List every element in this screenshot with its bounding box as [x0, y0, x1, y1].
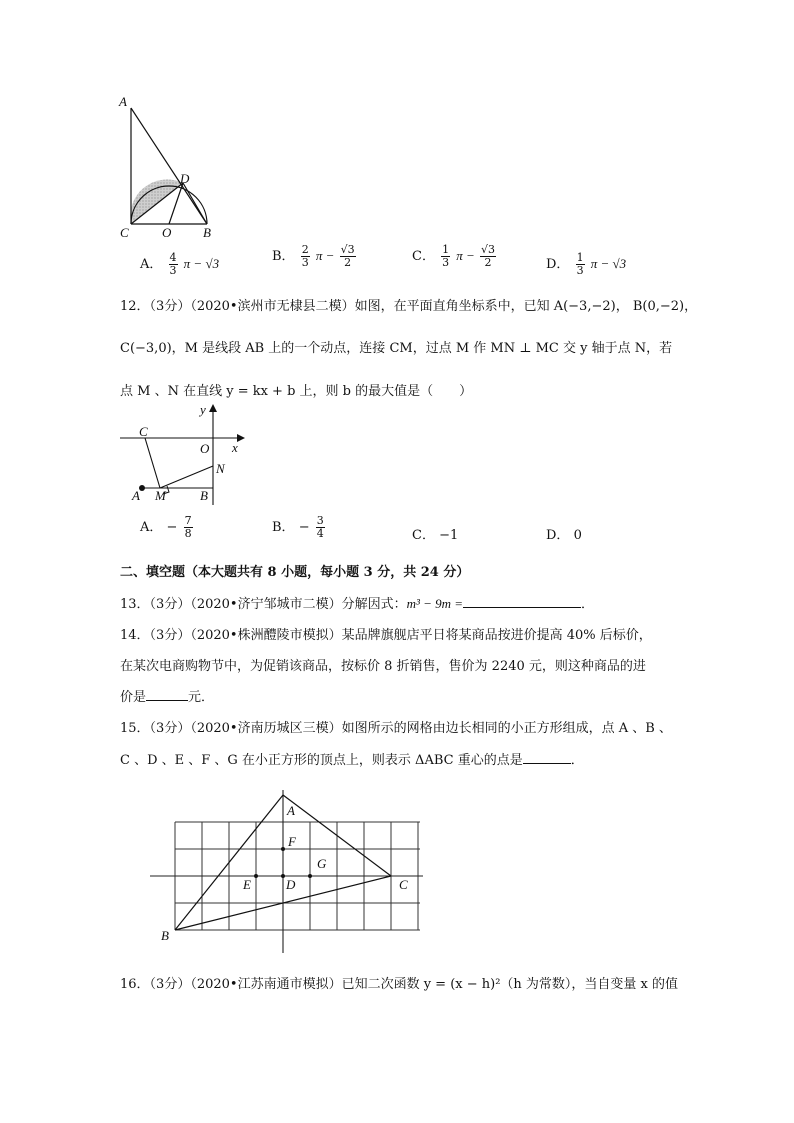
- q15-text-b: ．: [570, 753, 584, 768]
- option-sign: −: [166, 520, 178, 535]
- q12-line-3: 点 M 、N 在直线 y = kx + b 上，则 b 的最大值是（ ）: [120, 384, 473, 399]
- fraction: $\frac{2}{3}$: [301, 243, 309, 269]
- option-text: 0: [573, 528, 582, 543]
- q11-option-c[interactable]: [412, 244, 498, 269]
- q11-option-b[interactable]: [272, 244, 358, 269]
- section-2-title: 二、填空题（本大题共有 8 小题，每小题 3 分，共 24 分）: [120, 565, 470, 580]
- fig15-label-c: C: [399, 877, 408, 892]
- option-mid: π −: [456, 248, 479, 263]
- q15-grid-figure: [145, 775, 430, 955]
- fig12-label-x: x: [232, 440, 238, 455]
- fig12-label-y: y: [200, 402, 206, 417]
- fig12-label-n: N: [216, 461, 225, 476]
- q12-line-2: C(−3,0)，M 是线段 AB 上的一个动点，连接 CM，过点 M 作 MN ⊥ MC 交 y 轴于点 N，若: [120, 341, 673, 356]
- fig15-label-b: B: [161, 928, 169, 943]
- q15-line-1: 15．（3分）（2020•济南历城区三模）如图所示的网格由边长相同的小正方形组成，点 A 、B 、: [120, 721, 672, 736]
- option-text: −1: [439, 528, 459, 543]
- fraction: $\frac{4}{3}$: [169, 251, 177, 277]
- q15-line-2: [120, 749, 584, 768]
- fig11-label-d: D: [180, 171, 190, 186]
- option-letter: D．: [546, 528, 570, 543]
- option-letter: A．: [140, 520, 163, 535]
- q14-line-1: 14．（3分）（2020•株洲醴陵市模拟）某品牌旗舰店平日将某商品按进价提高 40% 后标价，: [120, 628, 652, 643]
- q11-figure: [112, 92, 222, 242]
- q14-line-3: [120, 686, 214, 705]
- fig11-label-o: O: [162, 225, 172, 240]
- option-letter: D．: [546, 257, 570, 272]
- q14-answer-blank[interactable]: [146, 690, 188, 701]
- q12-option-d[interactable]: [546, 524, 582, 543]
- option-tail: π − √3: [590, 256, 627, 271]
- q15-text-a: C 、D 、E 、F 、G 在小正方形的顶点上，则表示 ΔABC 重心的点是: [120, 753, 523, 768]
- fig11-label-a: A: [119, 94, 127, 109]
- q13-expr: m³ − 9m =: [406, 596, 464, 611]
- fig11-label-b: B: [203, 225, 211, 240]
- fraction: $\frac{7}{8}$: [184, 514, 192, 540]
- fraction: $\frac{√3}{2}$: [340, 243, 355, 269]
- q16-line-1: 16．（3分）（2020•江苏南通市模拟）已知二次函数 y = (x − h)²（h 为常数），当自变量 x 的值: [120, 977, 679, 992]
- q15-answer-blank[interactable]: [523, 753, 571, 764]
- option-sign: −: [298, 520, 310, 535]
- option-letter: A．: [140, 257, 163, 272]
- q14-line-2: 在某次电商购物节中，为促销该商品，按标价 8 折销售，售价为 2240 元，则这种商品的进: [120, 659, 646, 674]
- q12-line-1: 12．（3分）（2020•滨州市无棣县二模）如图，在平面直角坐标系中，已知 A(−3,−2)， B(0,−2)，: [120, 299, 698, 314]
- fig15-label-a: A: [287, 803, 295, 818]
- fig12-label-o: O: [200, 441, 210, 456]
- fig15-label-g: G: [317, 856, 327, 871]
- option-letter: B．: [272, 520, 295, 535]
- q14-text-b: 元．: [188, 690, 215, 705]
- fig15-label-e: E: [243, 877, 251, 892]
- fig11-label-c: C: [120, 225, 129, 240]
- fraction: $\frac{1}{3}$: [576, 251, 584, 277]
- q13-answer-blank[interactable]: [463, 597, 581, 608]
- fraction: $\frac{3}{4}$: [316, 514, 324, 540]
- fraction: $\frac{1}{3}$: [442, 243, 450, 269]
- fig15-label-d: D: [286, 877, 296, 892]
- fig15-label-f: F: [288, 834, 296, 849]
- fig12-label-b: B: [200, 488, 208, 503]
- q14-text-a: 价是: [120, 690, 147, 705]
- option-mid: π −: [315, 248, 338, 263]
- q12-option-a[interactable]: [140, 515, 195, 540]
- q13-line: [120, 593, 594, 612]
- option-letter: C．: [412, 528, 435, 543]
- fig12-label-m: M: [155, 488, 166, 503]
- fraction: $\frac{√3}{2}$: [481, 243, 496, 269]
- fig12-label-c: C: [139, 424, 148, 439]
- q11-option-d[interactable]: [546, 252, 626, 277]
- option-letter: C．: [412, 249, 435, 264]
- q12-option-c[interactable]: [412, 524, 458, 543]
- option-tail: π − √3: [183, 256, 220, 271]
- option-letter: B．: [272, 249, 295, 264]
- q12-option-b[interactable]: [272, 515, 327, 540]
- fig12-label-a: A: [132, 488, 140, 503]
- q13-text: 13．（3分）（2020•济宁邹城市二模）分解因式：: [120, 597, 407, 612]
- q13-end: ．: [581, 597, 595, 612]
- q11-option-a[interactable]: [140, 252, 219, 277]
